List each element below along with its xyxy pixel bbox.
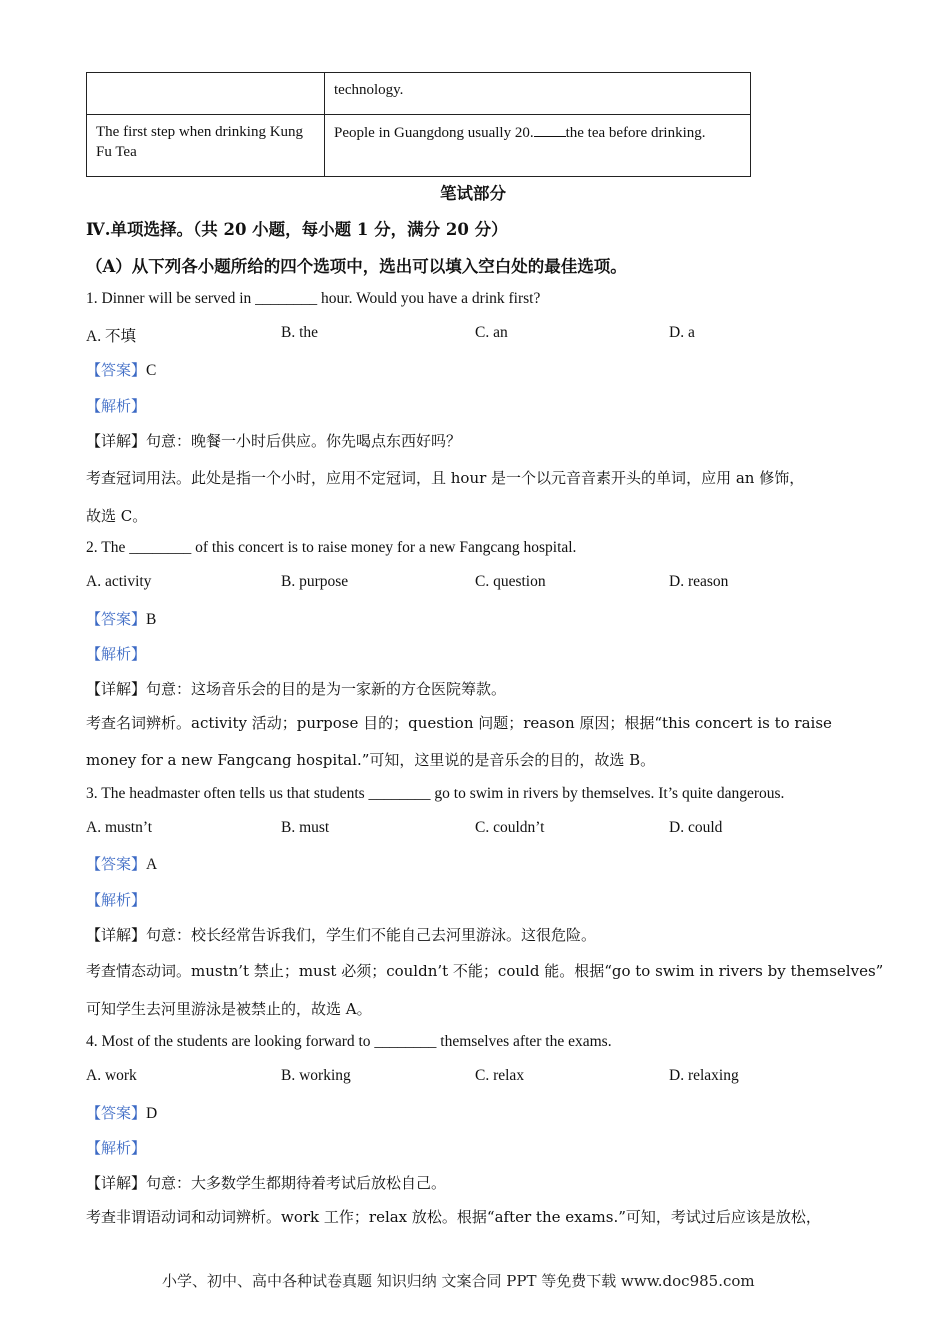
option-b: B. purpose <box>281 573 349 590</box>
detail-text: 句意：校长经常告诉我们，学生们不能自己去河里游泳。这很危险。 <box>146 926 597 944</box>
detail-tag: 【详解】 <box>86 680 147 698</box>
cell-text-part: People in Guangdong usually 20. <box>334 125 534 141</box>
detail-text: 句意：晚餐一小时后供应。你先喝点东西好吗？ <box>146 432 462 450</box>
detail-text: 可知学生去河里游泳是被禁止的，故选 A。 <box>86 1000 372 1018</box>
detail-text: 考查非谓语动词和动词辨析。work 工作；relax 放松。根据“after the exams.”可知，考试过后应该是放松， <box>86 1208 821 1226</box>
cell-text-part: the tea before drinking. <box>565 125 706 141</box>
option-d: D. a <box>669 324 695 341</box>
option-a: A. work <box>86 1067 137 1084</box>
question-stem: 1. Dinner will be served in ________ hour. Would you have a drink first? <box>86 290 541 307</box>
option-d: D. could <box>669 819 723 836</box>
option-c: C. an <box>475 324 508 341</box>
detail-text: 考查名词辨析。activity 活动；purpose 目的；question 问题；reason 原因；根据“this concert is to raise <box>86 714 832 732</box>
option-b: B. must <box>281 819 330 836</box>
answer-value: D <box>146 1105 158 1122</box>
option-a: A. activity <box>86 573 152 590</box>
table-cell <box>87 73 325 115</box>
detail-text: 考查情态动词。mustn’t 禁止；must 必须；couldn’t 不能；could 能。根据“go to swim in rivers by themselves” <box>86 962 884 980</box>
answer-line <box>86 1102 157 1123</box>
answer-value: C <box>146 362 157 379</box>
sub-title: （A）从下列各小题所给的四个选项中，选出可以填入空白处的最佳选项。 <box>86 257 627 276</box>
detail-text: 考查冠词用法。此处是指一个小时，应用不定冠词，且 hour 是一个以元音音素开头的单词，应用 an 修饰， <box>86 469 805 487</box>
part-title: Ⅳ.单项选择。（共 20 小题，每小题 1 分，满分 20 分） <box>86 220 508 239</box>
option-d: D. reason <box>669 573 729 590</box>
answer-tag: 【答案】 <box>86 610 147 628</box>
answer-line <box>86 359 156 380</box>
info-table <box>86 72 751 177</box>
answer-value: B <box>146 611 157 628</box>
analysis-tag: 【解析】 <box>86 891 147 909</box>
detail-line <box>86 678 506 699</box>
table-cell: technology. <box>325 73 751 115</box>
table-cell: The first step when drinking Kung Fu Tea <box>87 115 325 177</box>
detail-tag: 【详解】 <box>86 1174 147 1192</box>
question-stem: 2. The ________ of this concert is to raise money for a new Fangcang hospital. <box>86 539 577 556</box>
detail-text: money for a new Fangcang hospital.”可知，这里说的是音乐会的目的，故选 B。 <box>86 751 656 769</box>
analysis-tag: 【解析】 <box>86 397 147 415</box>
detail-line <box>86 430 461 451</box>
page-footer: 小学、初中、高中各种试卷真题 知识归纳 文案合同 PPT 等免费下载 www.doc985.com <box>162 1272 755 1290</box>
answer-tag: 【答案】 <box>86 361 147 379</box>
detail-text: 句意：大多数学生都期待着考试后放松自己。 <box>146 1174 447 1192</box>
answer-blank <box>534 122 566 137</box>
detail-line <box>86 1172 446 1193</box>
detail-tag: 【详解】 <box>86 926 147 944</box>
table-row <box>87 115 751 177</box>
option-c: C. question <box>475 573 546 590</box>
option-d: D. relaxing <box>669 1067 739 1084</box>
option-b: B. the <box>281 324 319 341</box>
analysis-tag: 【解析】 <box>86 1139 147 1157</box>
detail-line <box>86 924 596 945</box>
detail-text: 故选 C。 <box>86 507 148 525</box>
detail-text: 句意：这场音乐会的目的是为一家新的方仓医院筹款。 <box>146 680 507 698</box>
table-row <box>87 73 751 115</box>
question-stem: 3. The headmaster often tells us that students ________ go to swim in rivers by themselves. It’s quite dangerous. <box>86 785 785 802</box>
option-c: C. relax <box>475 1067 525 1084</box>
question-stem: 4. Most of the students are looking forward to ________ themselves after the exams. <box>86 1033 612 1050</box>
answer-line <box>86 853 157 874</box>
analysis-tag: 【解析】 <box>86 645 147 663</box>
section-title: 笔试部分 <box>440 184 506 203</box>
option-b: B. working <box>281 1067 351 1084</box>
option-a: A. mustn’t <box>86 819 153 836</box>
option-a: A. 不填 <box>86 328 136 345</box>
answer-line <box>86 608 156 629</box>
detail-tag: 【详解】 <box>86 432 147 450</box>
answer-tag: 【答案】 <box>86 855 147 873</box>
table-cell <box>325 115 751 177</box>
option-c: C. couldn’t <box>475 819 545 836</box>
answer-tag: 【答案】 <box>86 1104 147 1122</box>
answer-value: A <box>146 856 158 873</box>
